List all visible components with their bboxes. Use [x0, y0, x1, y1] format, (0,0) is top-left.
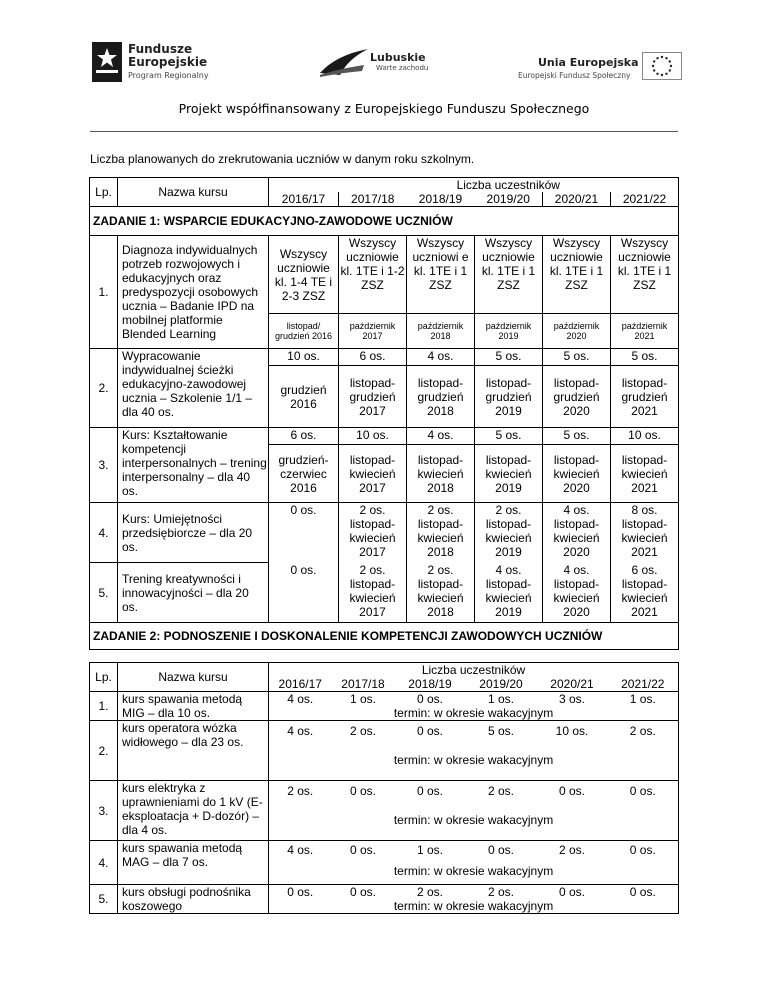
- count-cell: 0 os.: [537, 781, 608, 801]
- count-cell: 2 os.: [495, 503, 522, 517]
- count-cell: 5 os.: [475, 428, 543, 445]
- ue-title: Unia Europejska: [538, 56, 639, 69]
- term-cell: listopad- kwiecień 2020: [553, 517, 600, 559]
- section-title-zadanie-2: ZADANIE 2: PODNOSZENIE I DOSKONALENIE KOMPETENCJI ZAWODOWYCH UCZNIÓW: [90, 623, 679, 650]
- col-header-count: Liczba uczestników: [339, 178, 679, 193]
- count-term-cell: [407, 563, 475, 623]
- count-cell: 2 os.: [537, 841, 608, 859]
- term-cell: listopad- kwiecień 2017: [349, 576, 396, 619]
- count-term-cell: [407, 503, 475, 563]
- project-cofinancing-line: Projekt współfinansowany z Europejskiego Funduszu Społecznego: [178, 101, 590, 116]
- term-text: termin: w okresie wakacyjnym: [269, 899, 679, 914]
- term-cell: listopad- kwiecień 2017: [339, 445, 407, 503]
- count-cell: 6 os.: [339, 349, 407, 366]
- count-cell: 1 os.: [466, 692, 537, 707]
- header-divider: [90, 131, 678, 132]
- fe-line2: Europejskie: [128, 55, 208, 69]
- count-cell: 0 os.: [395, 781, 466, 801]
- year-header: 2020/21: [537, 677, 608, 692]
- count-term-cell: [339, 503, 407, 563]
- row-course-name: kurs elektryka z uprawnieniami do 1 kV (E- eksploatacja + D-dozór) – dla 4 os.: [118, 781, 269, 841]
- fe-star-emblem-icon: [92, 42, 122, 82]
- count-cell: 5 os.: [543, 349, 611, 366]
- year-header: 2019/20: [475, 192, 543, 207]
- count-cell: Wszyscy uczniowie kl. 1TE i 1-2 ZSZ: [339, 236, 407, 314]
- term-cell: listopad- grudzień 2018: [407, 366, 475, 428]
- col-header-lp: Lp.: [90, 178, 118, 207]
- count-cell: 0 os.: [332, 781, 395, 801]
- term-cell: listopad- kwiecień 2017: [349, 517, 396, 559]
- row-lp: 1.: [90, 236, 118, 349]
- table-row: [90, 692, 679, 707]
- term-cell: listopad- kwiecień 2019: [475, 445, 543, 503]
- term-cell: listopad/ grudzień 2016: [269, 314, 339, 349]
- count-term-cell: [611, 503, 679, 563]
- table-row: [90, 781, 679, 801]
- term-cell: październik 2020: [543, 314, 611, 349]
- count-term-cell: [475, 563, 543, 623]
- term-cell: listopad- kwiecień 2019: [485, 517, 532, 559]
- row-lp: 3.: [90, 428, 118, 503]
- intro-text: Liczba planowanych do zrekrutowania uczniów w danym roku szkolnym.: [90, 152, 475, 166]
- row-course-name: Diagnoza indywidualnych potrzeb rozwojowych i edukacyjnych oraz predyspozycji osobowych ucznia – Badanie IPD na mobilnej platformie Blended Learning: [118, 236, 269, 349]
- row-course-name: kurs operatora wózka widłowego – dla 23 os.: [118, 721, 269, 781]
- count-cell: Wszyscy uczniowie kl. 1TE i 1 ZSZ: [611, 236, 679, 314]
- count-cell: 2 os.: [427, 562, 454, 577]
- count-cell: Wszyscy uczniowi e kl. 1TE i 1 ZSZ: [407, 236, 475, 314]
- table-row: [90, 349, 679, 366]
- term-cell: listopad- grudzień 2021: [611, 366, 679, 428]
- row-course-name: kurs obsługi podnośnika koszowego: [118, 885, 269, 914]
- count-cell: 0 os.: [269, 563, 339, 623]
- count-cell: 8 os.: [631, 503, 658, 517]
- term-cell: listopad- grudzień 2019: [475, 366, 543, 428]
- term-cell: listopad- kwiecień 2020: [553, 576, 600, 619]
- term-text: termin: w okresie wakacyjnym: [269, 801, 679, 841]
- term-cell: listopad- kwiecień 2020: [543, 445, 611, 503]
- row-course-name: Kurs: Kształtowanie kompetencji interpersonalnych – trening interpersonalny – dla 40 os.: [118, 428, 269, 503]
- row-lp: 5.: [90, 563, 118, 623]
- lubuskie-wave-icon: [318, 45, 370, 79]
- count-cell: 2 os.: [359, 562, 386, 577]
- row-lp: 3.: [90, 781, 118, 841]
- term-cell: grudzień- czerwiec 2016: [269, 445, 339, 503]
- count-cell: 2 os.: [269, 781, 332, 801]
- term-cell: grudzień 2016: [269, 366, 339, 428]
- count-cell: 0 os.: [332, 841, 395, 859]
- count-cell: 0 os.: [537, 885, 608, 900]
- eu-flag-icon: [642, 52, 682, 80]
- count-cell: 0 os.: [395, 692, 466, 707]
- term-cell: listopad- grudzień 2020: [543, 366, 611, 428]
- count-cell: 5 os.: [543, 428, 611, 445]
- year-header: 2017/18: [339, 192, 407, 207]
- count-cell: 6 os.: [631, 562, 658, 577]
- count-cell: 4 os.: [563, 562, 590, 577]
- count-term-cell: [543, 563, 611, 623]
- term-cell: październik 2019: [475, 314, 543, 349]
- count-cell: Wszyscy uczniowie kl. 1TE i 1 ZSZ: [475, 236, 543, 314]
- row-course-name: kurs spawania metodą MIG – dla 10 os.: [118, 692, 269, 721]
- count-cell: 6 os.: [269, 428, 339, 445]
- year-header: 2017/18: [332, 677, 395, 692]
- table-zadanie-1: [89, 177, 679, 650]
- row-course-name: Trening kreatywności i innowacyjności – dla 20 os.: [118, 563, 269, 623]
- count-cell: 1 os.: [395, 841, 466, 859]
- year-header: 2018/19: [395, 677, 466, 692]
- table-row: [90, 841, 679, 859]
- table-row: [90, 721, 679, 741]
- count-cell: Wszyscy uczniowie kl. 1-4 TE i 2-3 ZSZ: [269, 236, 339, 314]
- year-header: 2020/21: [543, 192, 611, 207]
- year-header: 2019/20: [466, 677, 537, 692]
- count-term-cell: [339, 563, 407, 623]
- count-cell: 10 os.: [611, 428, 679, 445]
- count-cell: 3 os.: [537, 692, 608, 707]
- count-cell: 10 os.: [269, 349, 339, 366]
- year-header: 2018/19: [407, 192, 475, 207]
- count-cell: 2 os.: [332, 721, 395, 741]
- term-cell: październik 2021: [611, 314, 679, 349]
- col-header-lp: Lp.: [90, 663, 118, 692]
- row-lp: 4.: [90, 841, 118, 885]
- fundusze-europejskie-logo: [92, 40, 222, 84]
- year-header: 2021/22: [608, 677, 679, 692]
- table-row: [90, 885, 679, 900]
- count-cell: 4 os.: [407, 349, 475, 366]
- term-cell: listopad- kwiecień 2021: [621, 517, 668, 559]
- count-cell: 4 os.: [407, 428, 475, 445]
- term-cell: listopad- kwiecień 2018: [417, 517, 464, 559]
- year-header: 2021/22: [611, 192, 679, 207]
- fe-line1: Fundusze: [128, 42, 193, 56]
- count-cell: 4 os.: [269, 692, 332, 707]
- term-text: termin: w okresie wakacyjnym: [269, 859, 679, 885]
- count-cell: 0 os.: [269, 885, 332, 900]
- year-header: 2016/17: [269, 178, 339, 207]
- row-lp: 1.: [90, 692, 118, 721]
- ue-logo: [512, 50, 682, 86]
- table-zadanie-2: [89, 662, 679, 914]
- row-course-name: kurs spawania metodą MAG – dla 7 os.: [118, 841, 269, 885]
- count-cell: 0 os.: [332, 885, 395, 900]
- count-cell: 5 os.: [475, 349, 543, 366]
- lubuskie-logo: [318, 45, 438, 81]
- col-header-name: Nazwa kursu: [118, 663, 269, 692]
- year-header: 2016/17: [269, 677, 332, 692]
- fe-line3: Program Regionalny: [128, 71, 209, 80]
- table-row: [90, 503, 679, 563]
- lubuskie-name: Lubuskie: [370, 51, 426, 64]
- count-cell: 0 os.: [608, 841, 679, 859]
- count-cell: 4 os.: [269, 841, 332, 859]
- count-cell: 2 os.: [427, 503, 454, 517]
- count-cell: 5 os.: [611, 349, 679, 366]
- count-cell: 0 os.: [395, 721, 466, 741]
- term-cell: listopad- kwiecień 2021: [621, 576, 668, 619]
- count-cell: 0 os.: [269, 503, 339, 563]
- table-row: [90, 428, 679, 445]
- row-lp: 4.: [90, 503, 118, 563]
- count-cell: 4 os.: [495, 562, 522, 577]
- row-course-name: Kurs: Umiejętności przedsiębiorcze – dla 20 os.: [118, 503, 269, 563]
- term-text: termin: w okresie wakacyjnym: [269, 741, 679, 781]
- lubuskie-sub: Warte zachodu: [376, 64, 429, 72]
- col-header-count: Liczba uczestników: [269, 663, 679, 678]
- term-cell: listopad- kwiecień 2021: [611, 445, 679, 503]
- count-cell: 10 os.: [339, 428, 407, 445]
- row-lp: 2.: [90, 721, 118, 781]
- count-cell: 10 os.: [537, 721, 608, 741]
- term-cell: listopad- kwiecień 2019: [485, 576, 532, 619]
- term-cell: listopad- kwiecień 2018: [417, 576, 464, 619]
- count-cell: 2 os.: [359, 503, 386, 517]
- count-cell: 1 os.: [332, 692, 395, 707]
- table-row: [90, 236, 679, 314]
- term-text: termin: w okresie wakacyjnym: [269, 706, 679, 721]
- count-cell: 2 os.: [466, 885, 537, 900]
- count-cell: 2 os.: [608, 721, 679, 741]
- count-cell: 4 os.: [563, 503, 590, 517]
- table-row: [90, 563, 679, 623]
- col-header-name: Nazwa kursu: [118, 178, 269, 207]
- term-cell: październik 2018: [407, 314, 475, 349]
- row-lp: 5.: [90, 885, 118, 914]
- count-cell: 4 os.: [269, 721, 332, 741]
- count-term-cell: [475, 503, 543, 563]
- count-term-cell: [543, 503, 611, 563]
- term-cell: październik 2017: [339, 314, 407, 349]
- row-lp: 2.: [90, 349, 118, 428]
- count-term-cell: [611, 563, 679, 623]
- count-cell: 0 os.: [608, 885, 679, 900]
- count-cell: 1 os.: [608, 692, 679, 707]
- ue-sub: Europejski Fundusz Społeczny: [518, 71, 631, 80]
- section-title-zadanie-1: ZADANIE 1: WSPARCIE EDUKACYJNO-ZAWODOWE UCZNIÓW: [90, 207, 679, 236]
- term-cell: listopad- kwiecień 2018: [407, 445, 475, 503]
- count-cell: 0 os.: [608, 781, 679, 801]
- count-cell: 2 os.: [466, 781, 537, 801]
- count-cell: 2 os.: [395, 885, 466, 900]
- row-course-name: Wypracowanie indywidualnej ścieżki edukacyjno-zawodowej ucznia – Szkolenie 1/1 – dla 40 os.: [118, 349, 269, 428]
- count-cell: 5 os.: [466, 721, 537, 741]
- term-cell: listopad- grudzień 2017: [339, 366, 407, 428]
- count-cell: 0 os.: [466, 841, 537, 859]
- count-cell: Wszyscy uczniowie kl. 1TE i 1 ZSZ: [543, 236, 611, 314]
